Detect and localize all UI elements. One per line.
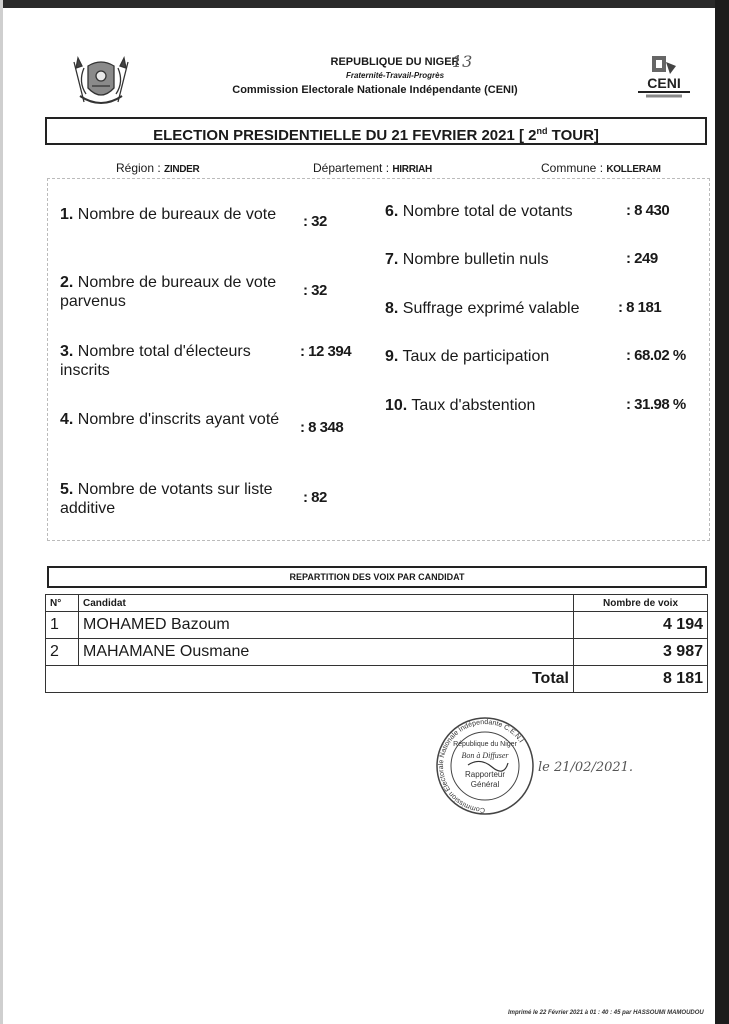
ceni-logo-icon [632, 52, 696, 100]
handwritten-page-number: 13 [452, 52, 473, 71]
stat-total-votants-value: : 8 430 [626, 202, 670, 219]
coat-of-arms-icon [70, 52, 132, 110]
row-voix: 4 194 [574, 612, 708, 639]
stat-bureaux-parvenus: 2. Nombre de bureaux de vote parvenus [60, 274, 277, 310]
repartition-title: REPARTITION DES VOIX PAR CANDIDAT [47, 566, 707, 588]
stat-taux-participation: 9. Taux de participation [385, 348, 550, 365]
print-footer: Imprimé le 22 Février 2021 à 01 : 40 : 45 par HASSOUMI MAMOUDOU [508, 1010, 704, 1016]
svg-text:Bon à Diffuser: Bon à Diffuser [461, 751, 509, 760]
stat-taux-abstention-value: : 31.98 % [626, 396, 686, 413]
stat-electeurs-inscrits-value: : 12 394 [300, 343, 352, 360]
stat-liste-additive-value: : 82 [303, 489, 327, 506]
stat-taux-participation-value: : 68.02 % [626, 347, 686, 364]
stat-suffrage-exprime-value: : 8 181 [618, 299, 662, 316]
official-stamp-icon [420, 713, 550, 818]
stat-liste-additive: 5. Nombre de votants sur liste additive [60, 481, 273, 517]
svg-text:Rapporteur: Rapporteur [464, 770, 506, 779]
stat-bureaux-vote-value: : 32 [303, 213, 327, 230]
election-title: ELECTION PRESIDENTIELLE DU 21 FEVRIER 2021 [ 2nd TOUR] [45, 117, 707, 145]
col-voix: Nombre de voix [574, 595, 708, 612]
svg-text:Commission Electorale National: Commission Electorale Nationale Indépendante C.E.N.I [438, 718, 525, 814]
row-no: 2 [46, 639, 79, 666]
table-total-row [46, 666, 708, 693]
svg-text:République du Niger: République du Niger [453, 741, 517, 748]
stat-bureaux-parvenus-value: : 32 [303, 282, 327, 299]
row-candidat: MOHAMED Bazoum [79, 612, 574, 639]
stat-total-votants: 6. Nombre total de votants [385, 203, 573, 220]
row-candidat: MAHAMANE Ousmane [79, 639, 574, 666]
region-field: Région : ZINDER [116, 161, 200, 175]
commune-field: Commune : KOLLERAM [541, 161, 661, 175]
commune-value: KOLLERAM [606, 164, 661, 175]
col-no: N° [46, 595, 79, 612]
stat-bureaux-vote: 1. Nombre de bureaux de vote [60, 206, 277, 223]
stat-suffrage-exprime: 8. Suffrage exprimé valable [385, 300, 580, 317]
stat-bulletins-nuls-value: : 249 [626, 250, 658, 267]
total-label: Total [46, 666, 574, 693]
stat-inscrits-vote-value: : 8 348 [300, 419, 344, 436]
row-voix: 3 987 [574, 639, 708, 666]
table-row [46, 639, 708, 666]
votes-table [45, 594, 708, 693]
country-name: REPUBLIQUE DU NIGER [330, 56, 460, 68]
ceni-logo-text: CENI [647, 75, 681, 91]
departement-value: HIRRIAH [392, 164, 432, 175]
document-header [200, 56, 550, 96]
row-no: 1 [46, 612, 79, 639]
col-candidat: Candidat [79, 595, 574, 612]
svg-text:Général: Général [470, 780, 500, 789]
commission-name: Commission Electorale Nationale Indépendante (CENI) [232, 84, 518, 96]
scan-right-border [715, 0, 729, 1024]
national-motto: Fraternité-Travail-Progrès [345, 71, 445, 80]
stat-inscrits-vote: 4. Nombre d'inscrits ayant voté [60, 411, 280, 428]
region-value: ZINDER [164, 164, 200, 175]
scan-top-border [0, 0, 729, 8]
signature-date: le 21/02/2021. [538, 760, 634, 775]
table-header-row [46, 595, 708, 612]
stat-taux-abstention: 10. Taux d'abstention [385, 397, 536, 414]
total-value: 8 181 [574, 666, 708, 693]
table-row [46, 612, 708, 639]
departement-field: Département : HIRRIAH [313, 161, 432, 175]
scan-left-border [0, 0, 3, 1024]
stat-bulletins-nuls: 7. Nombre bulletin nuls [385, 251, 549, 268]
stat-electeurs-inscrits: 3. Nombre total d'électeurs inscrits [60, 343, 251, 379]
